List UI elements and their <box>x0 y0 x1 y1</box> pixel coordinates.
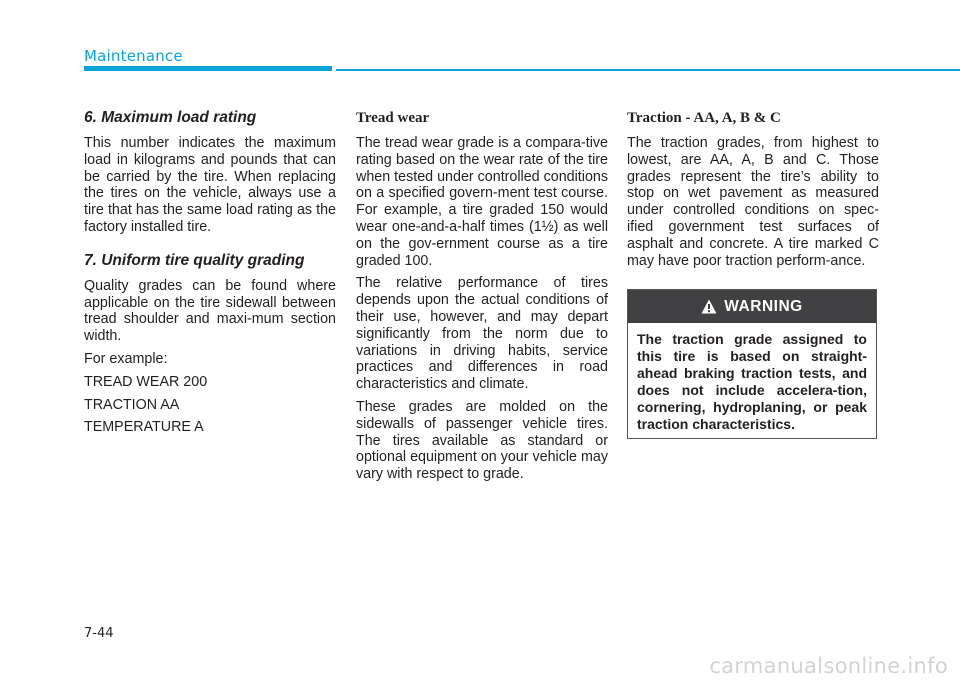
section-label: Maintenance <box>84 47 183 65</box>
header-rule-thick <box>84 66 332 71</box>
paragraph-tread-wear-2: The relative performance of tires depends upon the actual conditions of their use, however, and may depart significantly from the norm due to variations in driving habits, service practices and differences in road characteristics and climate. <box>356 275 608 393</box>
column-1 <box>84 108 336 442</box>
example-line-traction: TRACTION AA <box>84 396 180 413</box>
heading-traction: Traction - AA, A, B & C <box>627 110 781 126</box>
heading-utqg: 7. Uniform tire quality grading <box>84 251 305 269</box>
warning-header <box>628 290 876 323</box>
column-3 <box>627 108 879 275</box>
header-rule-thin <box>336 69 960 71</box>
warning-title: WARNING <box>724 297 803 315</box>
example-line-temperature: TEMPERATURE A <box>84 419 204 436</box>
paragraph-tread-wear-1: The tread wear grade is a compara-tive rating based on the wear rate of the tire when tested under controlled conditions on a specified govern-ment test course. For example, a tire graded 150 would wear one-and-a-half times (1½) as well on the gov-ernment course as a tire graded 100. <box>356 135 608 269</box>
warning-body: The traction grade assigned to this tire is based on straight-ahead braking traction tests, and does not include accelera-tion, cornering, hydroplaning, or peak traction characteristics. <box>637 331 867 432</box>
heading-tread-wear: Tread wear <box>356 110 430 126</box>
example-line-treadwear: TREAD WEAR 200 <box>84 373 208 390</box>
heading-max-load: 6. Maximum load rating <box>84 109 257 126</box>
warning-triangle-icon <box>701 299 717 314</box>
paragraph-tread-wear-3: These grades are molded on the sidewalls of passenger vehicle tires. The tires available as standard or optional equipment on your vehicle may vary with respect to grade. <box>356 398 608 483</box>
paragraph-utqg: Quality grades can be found where applicable on the tire sidewall between tread shoulder and maxi-mum section width. <box>84 277 336 345</box>
watermark: carmanualsonline.info <box>709 654 948 678</box>
column-2 <box>356 108 608 489</box>
paragraph-max-load: This number indicates the maximum load in kilograms and pounds that can be carried by the tire. When replacing the tires on the vehicle, always use a tire that has the same load rating as the factory installed tire. <box>84 135 336 235</box>
warning-box <box>627 289 877 439</box>
paragraph-traction: The traction grades, from highest to lowest, are AA, A, B and C. Those grades represent the tire’s ability to stop on wet pavement as measured under controlled conditions on spec-ified government test surfaces of asphalt and concrete. A tire marked C may have poor traction perform-ance. <box>627 135 879 269</box>
example-label: For example: <box>84 350 168 367</box>
page-number: 7-44 <box>84 626 114 641</box>
